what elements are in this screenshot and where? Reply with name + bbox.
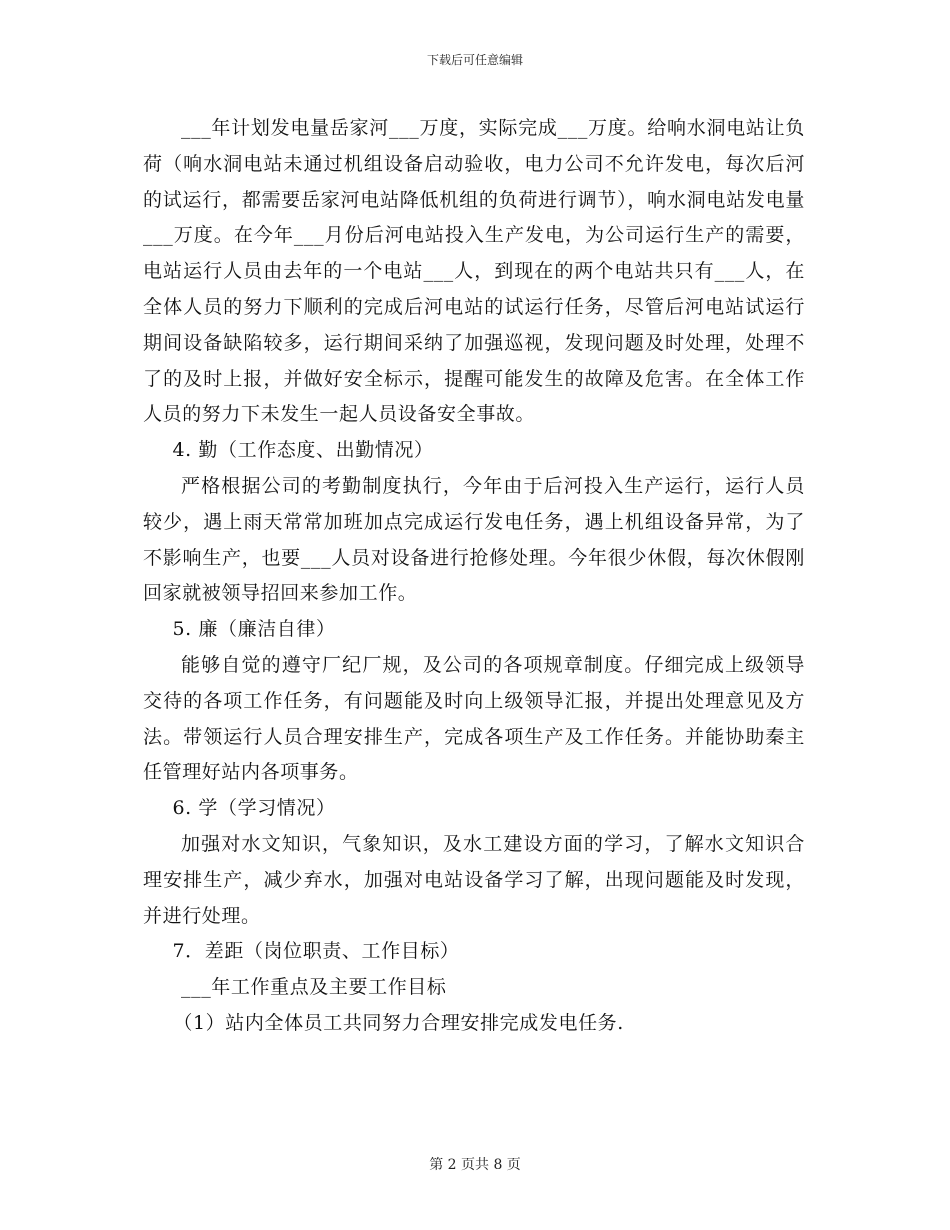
section-heading-study: 6. 学（学习情况） (172, 797, 336, 820)
paragraph-work-focus: ___年工作重点及主要工作目标 (181, 976, 447, 999)
paragraph-study: 加强对水文知识，气象知识，及水工建设方面的学习，了解水文知识合理安排生产，减少弃水，加强对电站设备学习了解，出现问题能及时发现，并进行处理。 (143, 832, 805, 927)
section-heading-integrity: 5. 廉（廉洁自律） (172, 618, 336, 641)
section-heading-diligence: 4. 勤（工作态度、出勤情况） (172, 439, 434, 462)
section-heading-gap: 7．差距（岗位职责、工作目标） (172, 940, 460, 963)
paragraph-attendance: 严格根据公司的考勤制度执行，今年由于后河投入生产运行，运行人员较少，遇上雨天常常加班加点完成运行发电任务，遇上机组设备异常，为了不影响生产，也要___人员对设备进行抢修处理。今年很少休假，每次休假刚回家就被领导招回来参加工作。 (143, 474, 805, 605)
list-item-goal-1: （1）站内全体员工共同努力合理安排完成发电任务. (173, 1011, 624, 1034)
page-header-note: 下载后可任意编辑 (426, 53, 523, 67)
document-body (143, 111, 805, 1042)
paragraph-integrity: 能够自觉的遵守厂纪厂规，及公司的各项规章制度。仔细完成上级领导交待的各项工作任务，有问题能及时向上级领导汇报，并提出处理意见及方法。带领运行人员合理安排生产，完成各项生产及工作任务。并能协助秦主任管理好站内各项事务。 (143, 653, 805, 784)
page-footer-number: 第 2 页共 8 页 (429, 1157, 521, 1173)
paragraph-generation-summary: ___年计划发电量岳家河___万度，实际完成___万度。给响水洞电站让负荷（响水洞电站未通过机组设备启动验收，电力公司不允许发电，每次后河的试运行，都需要岳家河电站降低机组的负荷进行调节），响水洞电站发电量___万度。在今年___月份后河电站投入生产发电，为公司运行生产的需要，电站运行人员由去年的一个电站___人，到现在的两个电站共只有___人，在全体人员的努力下顺利的完成后河电站的试运行任务，尽管后河电站试运行期间设备缺陷较多，运行期间采纳了加强巡视，发现问题及时处理，处理不了的及时上报，并做好安全标示，提醒可能发生的故障及危害。在全体工作人员的努力下未发生一起人员设备安全事故。 (143, 117, 805, 426)
